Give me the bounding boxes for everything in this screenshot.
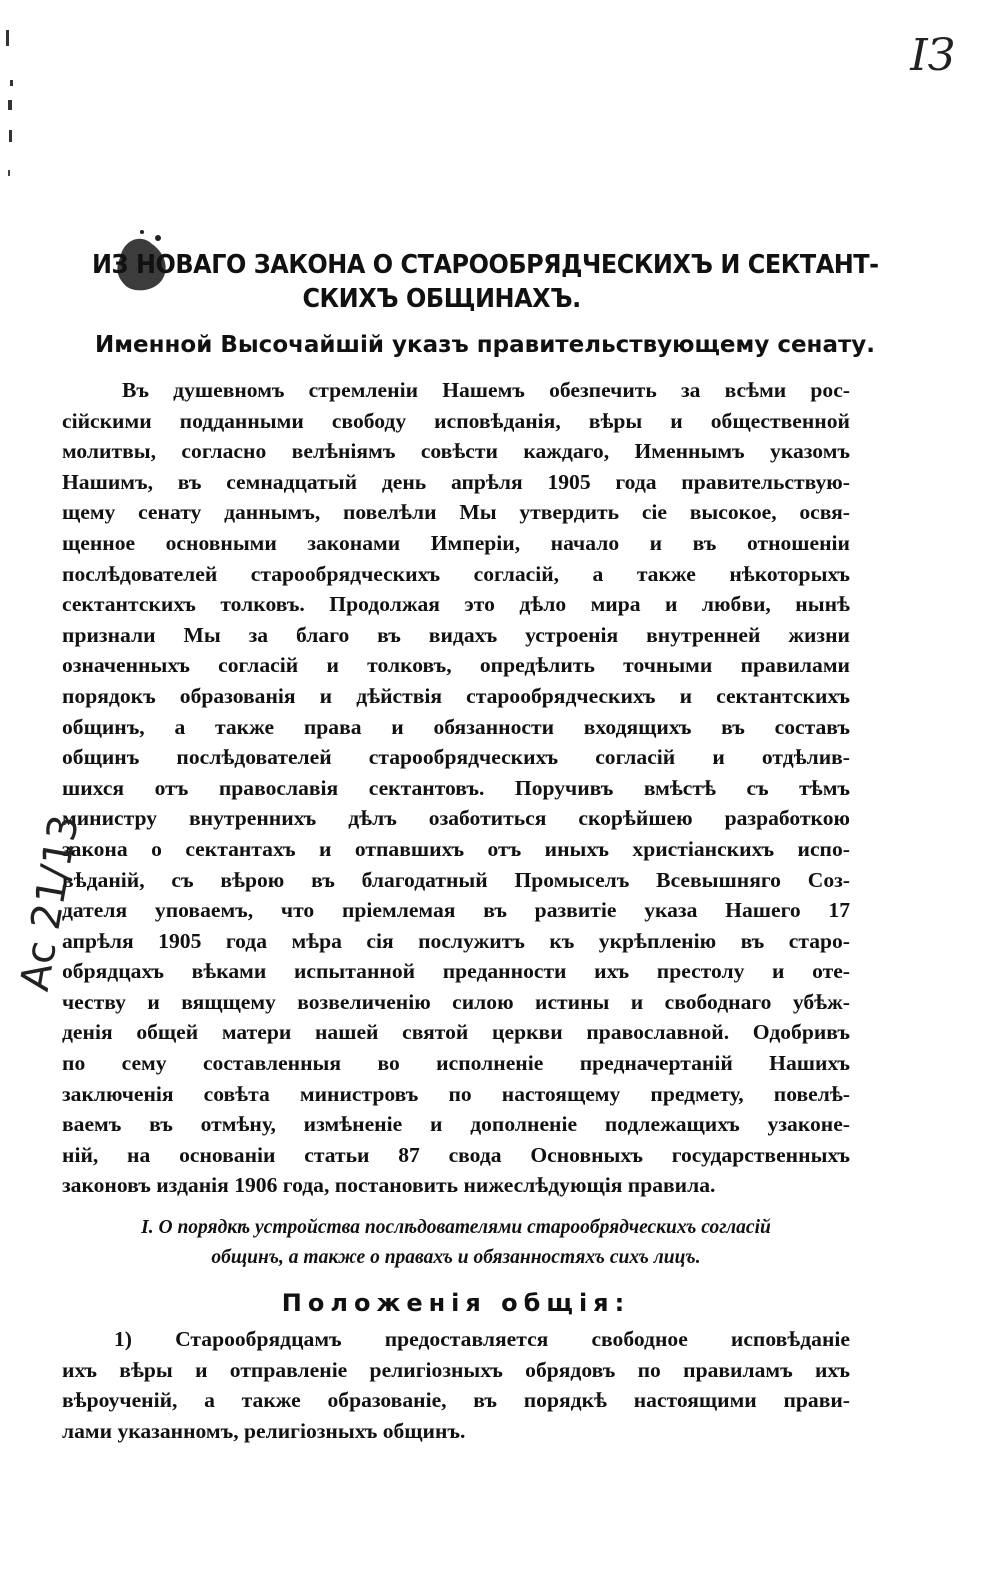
body-text-line: ній, на основаніи статьи 87 свода Основныхъ государственныхъ [62, 1142, 850, 1167]
body-text-line: послѣдователей старообрядческихъ согласій, а также нѣкоторыхъ [62, 561, 850, 586]
body-text-line: министру внутреннихъ дѣлъ озаботиться скорѣйшею разработкою [62, 806, 850, 831]
body-text-line: щему сенату даннымъ, повелѣли Мы утвердить сіе высокое, освя- [62, 500, 850, 525]
body-text-line: закона о сектантахъ и отпавшихъ отъ иныхъ христіанскихъ испо- [62, 836, 850, 861]
article-1-line: лами указанномъ, религіозныхъ общинъ. [62, 1418, 466, 1443]
heading-line-1: ИЗ НОВАГО ЗАКОНА О СТАРООБРЯДЧЕСКИХЪ И СЕКТАНТ- [92, 250, 879, 280]
body-text-line: апрѣля 1905 года мѣра сія послужитъ къ укрѣпленію въ старо- [62, 928, 850, 953]
decree-subheading: Именной Высочайшій указъ правительствующему сенату. [95, 332, 876, 358]
body-text-line: признали Мы за благо въ видахъ устроенія внутренней жизни [62, 622, 850, 647]
article-1-text [62, 1324, 850, 1446]
section-title-line: I. О порядкѣ устройства послѣдователями старообрядческихъ согласій [141, 1217, 771, 1238]
body-text-line: дателя уповаемъ, что пріемлемая въ развитіе указа Нашего 17 [62, 898, 850, 923]
heading-line-2: СКИХЪ ОБЩИНАХЪ. [302, 284, 581, 314]
body-text-line: сійскими подданными свободу исповѣданія, вѣры и общественной [62, 408, 850, 433]
page-corner-mark: ІЗ [910, 30, 955, 81]
body-text-line: общинъ, а также права и обязанности входящихъ въ составъ [62, 714, 850, 739]
general-provisions-heading: Положенія общія: [281, 1289, 631, 1317]
decree-body [62, 375, 850, 1201]
body-text-line: Въ душевномъ стремленіи Нашемъ обезпечить за всѣми рос- [122, 378, 850, 402]
article-1-line: вѣроученій, а также образованіе, въ порядкѣ настоящими прави- [62, 1388, 850, 1413]
body-text-line: щенное основными законами Имперіи, начало и въ отношеніи [62, 530, 850, 555]
edge-specks-decoration [2, 20, 22, 220]
body-text-line: сектантскихъ толковъ. Продолжая это дѣло мира и любви, нынѣ [62, 592, 850, 617]
body-text-line: означенныхъ согласій и толковъ, опредѣлить точными правилами [62, 653, 850, 678]
body-text-line: законовъ изданія 1906 года, постановить нижеслѣдующія правила. [62, 1173, 716, 1198]
article-1-line: ихъ вѣры и отправленіе религіозныхъ обрядовъ по правиламъ ихъ [62, 1357, 850, 1382]
body-text-line: честву и вящщему возвеличенію силою истины и свободнаго убѣж- [62, 989, 850, 1014]
document-heading [92, 248, 879, 316]
body-text-line: общинъ послѣдователей старообрядческихъ согласій и отдѣлив- [62, 745, 850, 770]
body-text-line: шихся отъ православія сектантовъ. Поручивъ вмѣстѣ съ тѣмъ [62, 775, 850, 800]
handwritten-margin-note: Ас 21/13 [11, 811, 89, 995]
section-title-line: общинъ, а также о правахъ и обязанностяхъ сихъ лицъ. [211, 1247, 701, 1268]
body-text-line: обрядцахъ вѣками испытанной преданности ихъ престолу и оте- [62, 959, 850, 984]
body-text-line: ваемъ въ отмѣну, измѣненіе и дополненіе подлежащихъ узаконе- [62, 1112, 850, 1137]
body-text-line: молитвы, согласно велѣніямъ совѣсти каждаго, Именнымъ указомъ [62, 439, 850, 464]
body-text-line: Нашимъ, въ семнадцатый день апрѣля 1905 года правительствую- [62, 469, 850, 494]
body-text-line: по сему составленныя во исполненіе предначертаній Нашихъ [62, 1051, 850, 1076]
body-text-line: денія общей матери нашей святой церкви православной. Одобривъ [62, 1020, 850, 1045]
article-1-line: 1) Старообрядцамъ предоставляется свободное исповѣданіе [114, 1327, 850, 1351]
section-title [62, 1213, 850, 1273]
body-text-line: заключенія совѣта министровъ по настоящему предмету, повелѣ- [62, 1081, 850, 1106]
body-text-line: вѣданій, съ вѣрою въ благодатный Промыселъ Всевышняго Соз- [62, 867, 850, 892]
body-text-line: порядокъ образованія и дѣйствія старообрядческихъ и сектантскихъ [62, 683, 850, 708]
